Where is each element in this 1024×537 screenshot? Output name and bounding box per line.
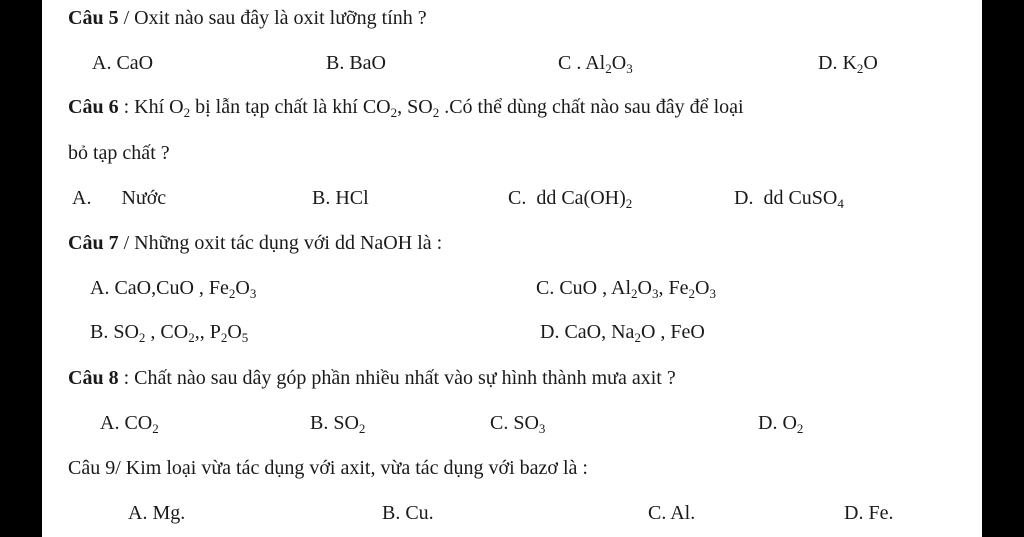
option-text: D. K [818,52,857,74]
option-text: C. SO [490,412,539,434]
subscript: 2 [688,286,695,301]
option-text: C. dd Ca(OH) [508,187,626,209]
question-9-text: Kim loại vừa tác dụng với axit, vừa tác dụng với bazơ là : [125,457,588,479]
stem-text: , SO [397,96,433,118]
option-text: , Fe [658,277,689,299]
subscript: 2 [188,330,195,345]
question-6-option-d[interactable] [734,187,844,211]
question-5-option-c[interactable] [558,52,633,76]
option-text: O [227,321,242,343]
option-text: C . Al [558,52,606,74]
option-text: D. O [758,412,797,434]
option-text: C. Al. [648,502,696,524]
subscript: 3 [651,286,659,301]
option-text: A. CO [100,412,153,434]
option-text: A. Mg. [128,502,186,524]
question-6-continuation: bỏ tạp chất ? [68,142,170,164]
option-text: B. HCl [312,187,369,209]
option-text: A. Nước [72,187,167,209]
option-text: D. Fe. [844,502,894,524]
subscript: 3 [538,421,546,436]
question-8-label: Câu 8 [68,367,119,389]
question-9-option-d[interactable] [844,503,893,523]
question-5-option-d[interactable] [818,52,878,76]
question-7-option-d[interactable] [540,321,705,345]
question-9-option-c[interactable] [648,503,695,523]
subscript: 2 [138,330,146,345]
option-text: , CO [145,321,189,343]
option-text: O [863,52,878,74]
worksheet-page [42,0,982,537]
subscript: 2 [183,105,191,120]
subscript: 2 [631,286,638,301]
option-text: D. CaO, Na [540,321,635,343]
question-7-text: Những oxit tác dụng với dd NaOH là : [134,232,443,254]
question-6-label: Câu 6 [68,96,119,118]
option-text: O [694,277,710,299]
question-8-stem [68,368,676,388]
subscript: 2 [625,196,633,211]
question-8-option-a[interactable] [100,412,159,436]
option-text: B. SO [90,321,139,343]
question-8-option-c[interactable] [490,412,546,436]
question-7-stem [68,233,442,253]
option-text: B. Cu. [382,502,434,524]
subscript: 2 [358,421,366,436]
subscript: 2 [228,286,236,301]
stem-text: bị lẫn tạp chất là khí CO [190,96,391,118]
subscript: 2 [152,421,159,436]
subscript: 5 [241,330,249,345]
subscript: 2 [220,330,228,345]
stem-text: Khí O [134,96,184,118]
question-9-label: Câu 9/ [68,457,121,479]
question-9-option-a[interactable] [128,503,185,523]
question-5-text: Oxit nào sau đây là oxit lưỡng tính ? [134,7,427,29]
question-5-label: Câu 5 [68,7,119,29]
subscript: 2 [605,61,612,76]
question-6-option-a[interactable] [72,188,166,208]
question-6-stem [68,96,744,120]
question-8-option-d[interactable] [758,412,804,436]
subscript: 2 [856,61,864,76]
question-6-option-b[interactable] [312,188,369,208]
question-5-option-b[interactable] [326,53,386,73]
option-text: O [611,52,627,74]
option-text: ,, P [194,321,221,343]
option-text: A. CaO,CuO , Fe [90,277,229,299]
option-text: D. dd CuSO [734,187,838,209]
subscript: 2 [390,105,398,120]
option-text: C. CuO , Al [536,277,632,299]
option-text: B. BaO [326,52,386,74]
question-5-stem [68,8,427,28]
subscript: 3 [709,286,716,301]
option-text: A. CaO [92,52,154,74]
subscript: 3 [249,286,257,301]
question-6-separator: : [118,96,135,118]
question-8-text: Chất nào sau dây góp phần nhiều nhất vào sự hình thành mưa axit ? [134,367,676,389]
question-8-separator: : [118,367,135,389]
subscript: 2 [432,105,440,120]
question-7-label: Câu 7 [68,232,119,254]
question-5-separator: / [118,7,135,29]
option-text: O [235,277,250,299]
subscript: 2 [634,330,641,345]
question-5-option-a[interactable] [92,53,153,73]
subscript: 4 [837,196,844,211]
question-7-option-b[interactable] [90,321,249,345]
question-8-option-b[interactable] [310,412,366,436]
subscript: 2 [796,421,804,436]
option-text: B. SO [310,412,359,434]
question-9-option-b[interactable] [382,503,434,523]
question-7-option-c[interactable] [536,277,716,301]
subscript: 3 [626,61,633,76]
question-6-option-c[interactable] [508,187,633,211]
option-text: O , FeO [640,321,705,343]
question-7-separator: / [118,232,135,254]
question-9-stem [68,458,588,478]
question-7-option-a[interactable] [90,277,257,301]
stem-text: .Có thể dùng chất nào sau đây để loại [439,96,744,118]
option-text: O [637,277,652,299]
